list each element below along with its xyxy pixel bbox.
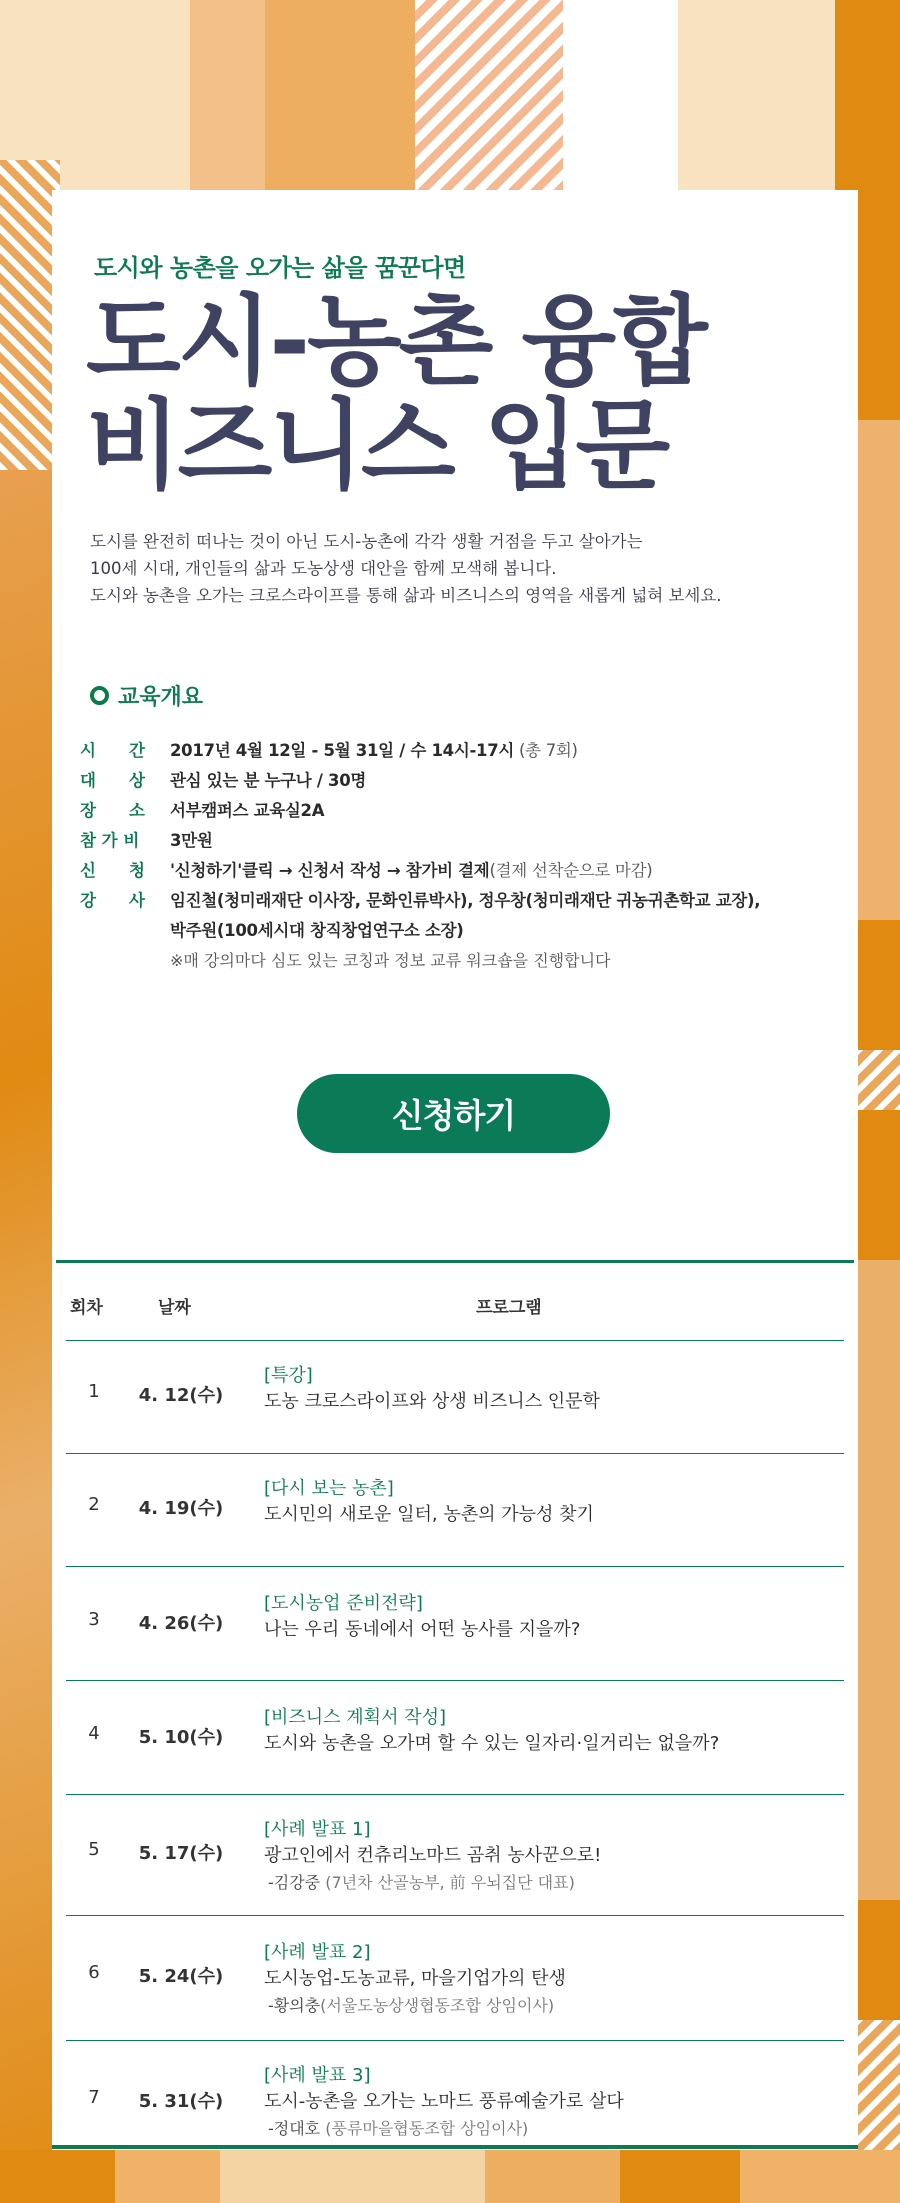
- row-speaker: [264, 1869, 601, 1897]
- speaker-affiliation: (풍류마을협동조합 상임이사): [320, 2119, 529, 2138]
- row-program: [264, 1363, 600, 1415]
- page-title: [86, 285, 705, 503]
- table-row: [66, 1566, 844, 1680]
- apply-button[interactable]: 신청하기: [297, 1074, 610, 1153]
- table-row: [66, 1453, 844, 1566]
- row-title: 도시민의 새로운 일터, 농촌의 가능성 찾기: [264, 1504, 594, 1525]
- row-category: [사례 발표 3]: [264, 2065, 371, 2086]
- row-title: 광고인에서 컨츄리노마드 곰취 농사꾼으로!: [264, 1845, 602, 1866]
- info-label: 시 간: [80, 741, 145, 760]
- schedule-table: [56, 1260, 854, 2161]
- row-date: 4. 12(수): [138, 1385, 224, 1406]
- info-row-place: [80, 796, 840, 826]
- speaker-name: -김강중: [268, 1873, 321, 1892]
- info-row-fee: [80, 826, 840, 856]
- row-date: 4. 26(수): [138, 1613, 224, 1634]
- ring-bullet-icon: [90, 686, 109, 705]
- info-label: 참 가 비: [80, 831, 140, 850]
- row-program: [264, 1476, 594, 1528]
- info-row-time: [80, 736, 840, 766]
- speaker-affiliation: (서울도농상생협동조합 상임이사): [320, 1996, 555, 2015]
- lecturer-line: 박주원(100세시대 창직창업연구소 소장): [170, 921, 464, 940]
- row-category: [특강]: [264, 1365, 313, 1386]
- row-title: 도시농업-도농교류, 마을기업가의 탄생: [264, 1968, 566, 1989]
- row-number: 7: [88, 2087, 100, 2108]
- row-date: 5. 24(수): [138, 1966, 224, 1987]
- speaker-affiliation: (7년차 산골농부, 前 우뇌집단 대표): [320, 1873, 575, 1892]
- info-label: 대 상: [80, 771, 145, 790]
- info-label: 신 청: [80, 861, 145, 880]
- overview-info: [80, 736, 840, 976]
- row-number: 2: [88, 1494, 100, 1515]
- info-note: (총 7회): [514, 741, 578, 760]
- row-category: [도시농업 준비전략]: [264, 1593, 423, 1614]
- intro-line: 도시를 완전히 떠나는 것이 아닌 도시-농촌에 각각 생활 거점을 두고 살아가는: [90, 532, 643, 551]
- row-speaker: [264, 1992, 566, 2020]
- overview-heading: [90, 680, 203, 711]
- row-program: [264, 1705, 719, 1757]
- row-program: [264, 1940, 566, 2020]
- intro-text: [90, 528, 722, 609]
- page-subtitle: 도시와 농촌을 오가는 삶을 꿈꾼다면: [94, 254, 466, 282]
- info-value: [170, 736, 578, 766]
- info-value: [170, 886, 760, 946]
- card-bottom-rule: [52, 2145, 858, 2149]
- page-title-line-1: 도시-농촌 융합: [86, 285, 705, 399]
- table-row: [66, 1794, 844, 1915]
- row-program: [264, 1817, 601, 1897]
- row-date: 5. 17(수): [138, 1843, 224, 1864]
- row-number: 1: [88, 1381, 100, 1402]
- row-title: 도시-농촌을 오가는 노마드 풍류예술가로 살다: [264, 2091, 624, 2112]
- row-number: 5: [88, 1839, 100, 1860]
- speaker-name: -정대호: [268, 2119, 321, 2138]
- page-title-line-2: 비즈니스 입문: [86, 389, 668, 503]
- info-value: 서부캠퍼스 교육실2A: [170, 801, 325, 820]
- header-program: 프로그램: [476, 1298, 542, 1318]
- info-row-apply: [80, 856, 840, 886]
- table-row: [66, 2040, 844, 2161]
- speaker-name: -황의충: [268, 1996, 321, 2015]
- lecturer-line: 임진철(청미래재단 이사장, 문화인류박사), 정우창(청미래재단 귀농귀촌학교 교장),: [170, 891, 761, 910]
- row-number: 3: [88, 1609, 100, 1630]
- header-date: 날짜: [158, 1298, 191, 1318]
- overview-heading-label: 교육개요: [118, 685, 204, 710]
- table-row: [66, 1340, 844, 1453]
- row-category: [다시 보는 농촌]: [264, 1478, 394, 1499]
- row-category: [사례 발표 1]: [264, 1819, 371, 1840]
- row-program: [264, 1591, 580, 1643]
- row-category: [사례 발표 2]: [264, 1942, 371, 1963]
- info-value-text: '신청하기'클릭 → 신청서 작성 → 참가비 결제: [170, 861, 490, 880]
- table-row: [66, 1680, 844, 1794]
- info-row-lecturer: [80, 886, 840, 946]
- info-label: 장 소: [80, 801, 145, 820]
- table-row: [66, 1915, 844, 2040]
- info-value: 3만원: [170, 831, 213, 850]
- row-program: [264, 2063, 624, 2143]
- row-category: [비즈니스 계획서 작성]: [264, 1707, 446, 1728]
- overview-footnote: ※매 강의마다 심도 있는 코칭과 정보 교류 워크숍을 진행합니다: [170, 951, 611, 970]
- info-note: (결제 선착순으로 마감): [489, 861, 653, 880]
- table-header: [56, 1263, 854, 1340]
- header-round: 회차: [70, 1298, 103, 1318]
- row-date: 4. 19(수): [138, 1498, 224, 1519]
- intro-line: 도시와 농촌을 오가는 크로스라이프를 통해 삶과 비즈니스의 영역을 새롭게 넓혀 보세요.: [90, 586, 722, 605]
- content-card: [52, 190, 858, 2150]
- info-row-target: [80, 766, 840, 796]
- info-label: 강 사: [80, 891, 145, 910]
- row-title: 나는 우리 동네에서 어떤 농사를 지을까?: [264, 1619, 581, 1640]
- info-value: [170, 856, 652, 886]
- row-title: 도시와 농촌을 오가며 할 수 있는 일자리·일거리는 없을까?: [264, 1733, 720, 1754]
- row-title: 도농 크로스라이프와 상생 비즈니스 인문학: [264, 1391, 600, 1412]
- row-speaker: [264, 2115, 624, 2143]
- row-number: 4: [88, 1723, 100, 1744]
- row-date: 5. 31(수): [138, 2091, 224, 2112]
- intro-line: 100세 시대, 개인들의 삶과 도농상생 대안을 함께 모색해 봅니다.: [90, 559, 557, 578]
- row-date: 5. 10(수): [138, 1727, 224, 1748]
- info-value: 관심 있는 분 누구나 / 30명: [170, 771, 367, 790]
- info-value-text: 2017년 4월 12일 - 5월 31일 / 수 14시-17시: [170, 741, 515, 760]
- row-number: 6: [88, 1962, 100, 1983]
